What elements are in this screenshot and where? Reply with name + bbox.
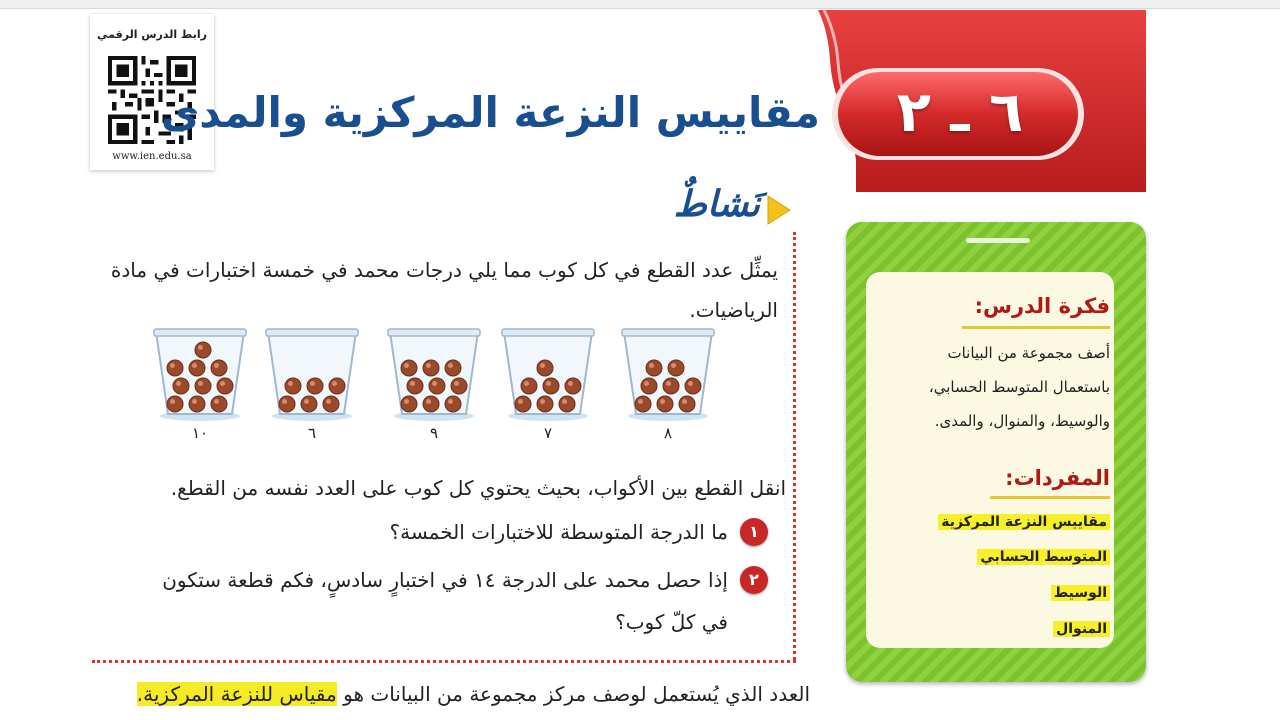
top-bar <box>0 0 1280 9</box>
piece <box>195 342 211 358</box>
idea-heading: فكرة الدرس: <box>974 294 1110 318</box>
piece <box>679 396 695 412</box>
vocab-item-median[interactable]: الوسيط <box>1051 585 1110 601</box>
piece <box>173 378 189 394</box>
piece <box>521 378 537 394</box>
piece <box>663 378 679 394</box>
piece <box>537 396 553 412</box>
idea-underline <box>962 326 1110 329</box>
box-handle <box>966 238 1030 243</box>
piece <box>401 396 417 412</box>
piece <box>543 378 559 394</box>
question-2-text-line-1: إذا حصل محمد على الدرجة ١٤ في اختبارٍ سادسٍ، فكم قطعة ستكون <box>162 568 728 592</box>
piece <box>189 396 205 412</box>
piece <box>641 378 657 394</box>
definition-text <box>137 682 810 706</box>
vocab-item-mode[interactable]: المنوال <box>1053 621 1110 637</box>
piece <box>635 396 651 412</box>
idea-line-2: باستعمال المتوسط الحسابي، <box>928 378 1110 396</box>
cup-label: ٨ <box>663 424 673 442</box>
cup-label: ١٠ <box>191 424 209 442</box>
piece <box>329 378 345 394</box>
question-2-text-line-2: في كلّ كوب؟ <box>615 610 728 634</box>
cup-icon <box>498 326 598 422</box>
question-1-badge: ١ <box>740 518 768 546</box>
piece <box>685 378 701 394</box>
piece <box>451 378 467 394</box>
piece <box>423 396 439 412</box>
cup-icon <box>618 326 718 422</box>
vocab-item-central-tendency[interactable]: مقاييس النزعة المركزية <box>938 514 1110 530</box>
qr-url[interactable]: www.ien.edu.sa <box>112 151 192 162</box>
intro-line-2: الرياضيات. <box>689 298 778 322</box>
instruction-text: انقل القطع بين الأكواب، بحيث يحتوي كل كوب على العدد نفسه من القطع. <box>170 476 786 500</box>
cup-icon <box>262 326 362 422</box>
definition-highlight[interactable]: مقياس للنزعة المركزية. <box>136 682 337 706</box>
piece <box>301 396 317 412</box>
piece <box>423 360 439 376</box>
idea-line-1: أصف مجموعة من البيانات <box>947 344 1110 362</box>
cups-figure <box>140 326 740 456</box>
vocab-heading: المفردات: <box>1005 466 1110 490</box>
piece <box>515 396 531 412</box>
piece <box>307 378 323 394</box>
cup-icon <box>384 326 484 422</box>
piece <box>167 360 183 376</box>
piece <box>657 396 673 412</box>
piece <box>195 378 211 394</box>
cup-5 <box>150 326 250 446</box>
piece <box>189 360 205 376</box>
piece <box>217 378 233 394</box>
piece <box>646 360 662 376</box>
piece <box>323 396 339 412</box>
piece <box>668 360 684 376</box>
cup-label: ٦ <box>307 424 317 442</box>
cup-label: ٩ <box>429 424 439 442</box>
cup-4 <box>262 326 362 446</box>
vocab-underline <box>990 496 1110 499</box>
piece <box>407 378 423 394</box>
cup-icon <box>150 326 250 422</box>
piece <box>565 378 581 394</box>
question-1-text: ما الدرجة المتوسطة للاختبارات الخمسة؟ <box>389 520 728 544</box>
intro-line-1: يمثِّل عدد القطع في كل كوب مما يلي درجات محمد في خمسة اختبارات في مادة <box>110 258 778 282</box>
piece <box>285 378 301 394</box>
piece <box>537 360 553 376</box>
piece <box>559 396 575 412</box>
activity-arrow-icon <box>764 194 792 226</box>
cup-label: ٧ <box>543 424 553 442</box>
cup-3 <box>384 326 484 446</box>
piece <box>445 360 461 376</box>
definition-text-body: العدد الذي يُستعمل لوصف مركز مجموعة من البيانات هو <box>336 682 810 706</box>
activity-border-horizontal <box>92 660 796 663</box>
piece <box>279 396 295 412</box>
idea-line-3: والوسيط، والمنوال، والمدى. <box>934 412 1110 430</box>
piece <box>401 360 417 376</box>
piece <box>167 396 183 412</box>
piece <box>429 378 445 394</box>
vocab-item-mean[interactable]: المتوسط الحسابي <box>977 549 1110 565</box>
piece <box>211 396 227 412</box>
cup-1 <box>618 326 718 446</box>
activity-title: نَشاطٌ <box>673 184 760 225</box>
lesson-title: مقاييس النزعة المركزية والمدى <box>160 88 820 137</box>
cup-2 <box>498 326 598 446</box>
piece <box>445 396 461 412</box>
lesson-number: ٦ ـ ٢ <box>896 80 1024 145</box>
piece <box>211 360 227 376</box>
qr-caption: رابط الدرس الرقمي <box>97 28 207 41</box>
question-2-badge: ٢ <box>740 566 768 594</box>
activity-border-vertical <box>793 232 796 660</box>
